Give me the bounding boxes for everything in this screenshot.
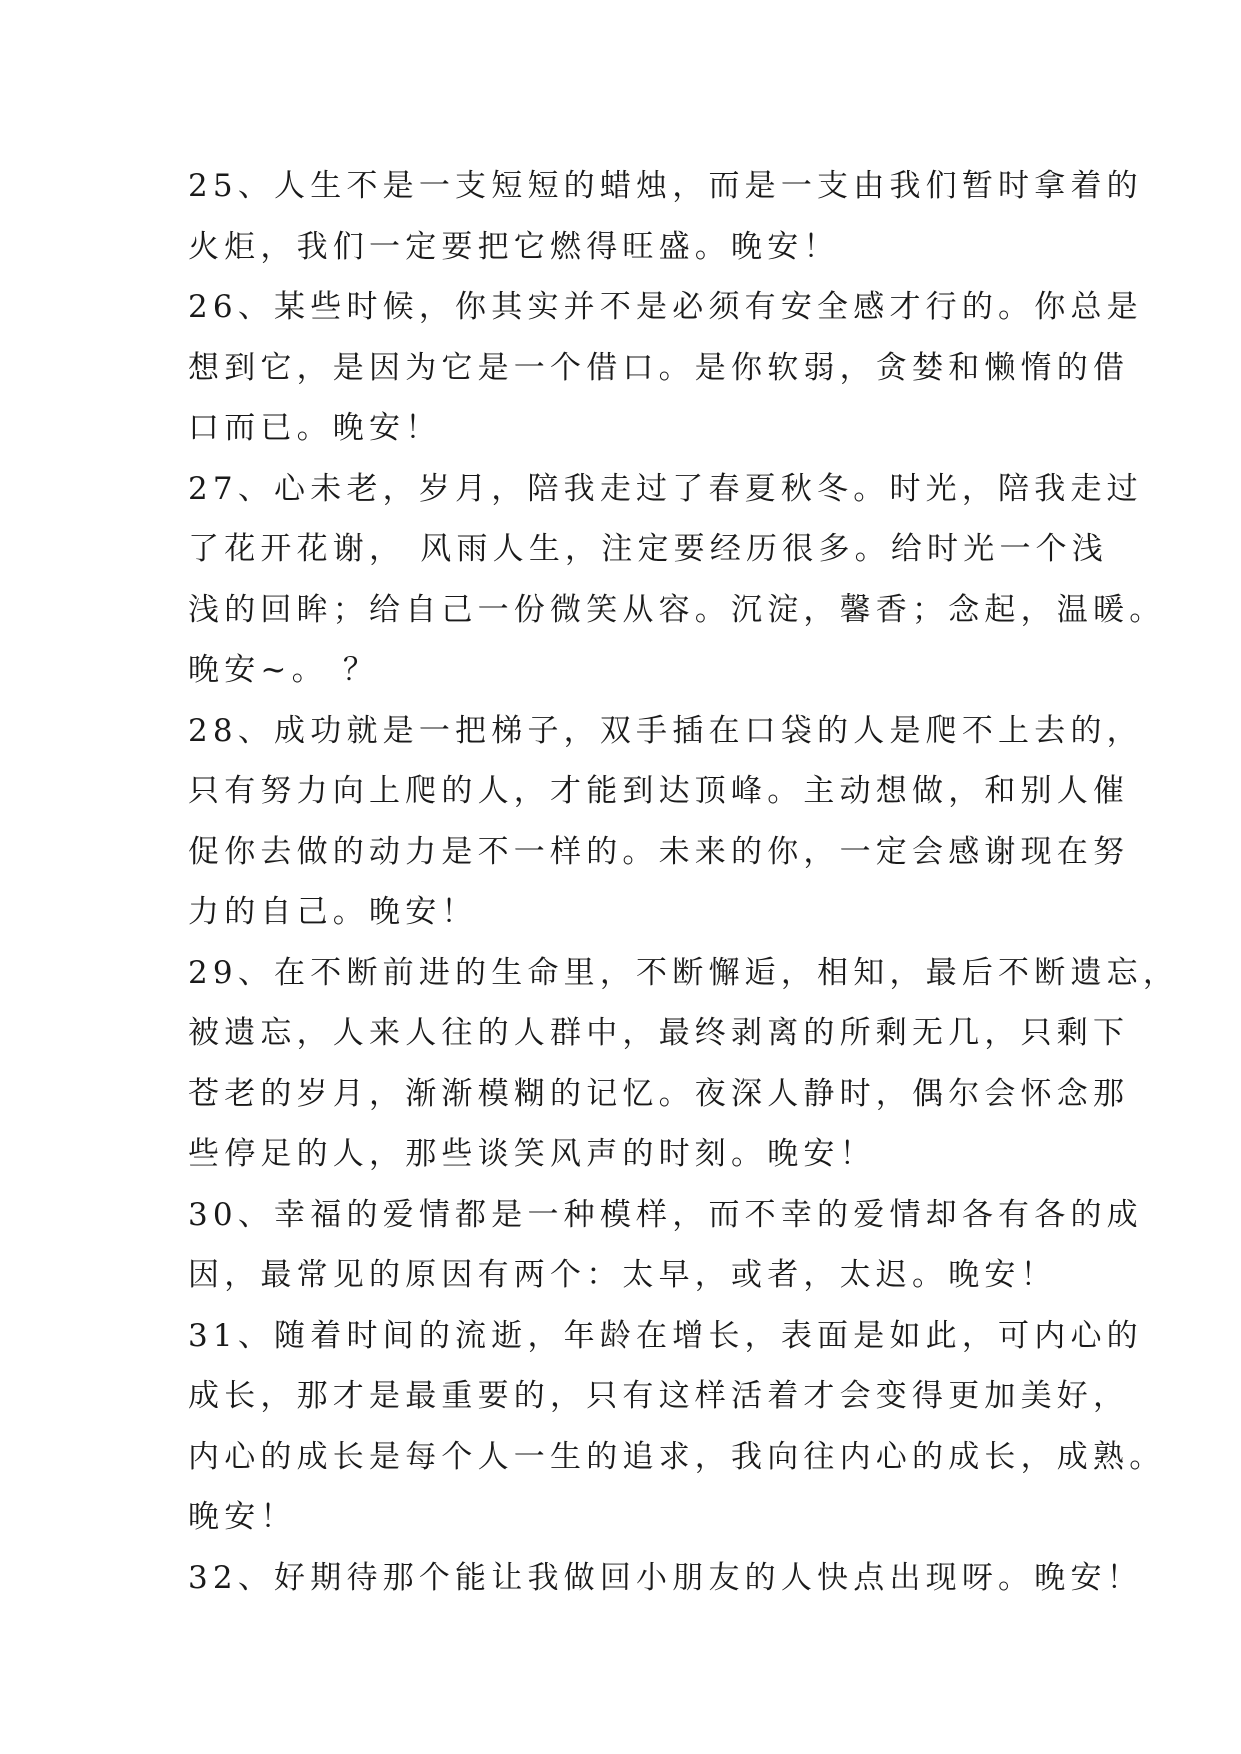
- text-line: 浅的回眸；给自己一份微笑从容。沉淀，馨香；念起，温暖。: [188, 591, 1166, 628]
- text-line: 被遗忘，人来人往的人群中，最终剥离的所剩无几，只剩下: [188, 1015, 1130, 1051]
- text-line: 晚安~。 ？: [188, 652, 380, 688]
- document-body: [188, 156, 1180, 1608]
- text-line: 口而已。晚安！: [188, 410, 442, 446]
- text-line: 内心的成长是每个人一生的追求，我向往内心的成长，成熟。: [188, 1438, 1166, 1475]
- text-line: 29、在不断前进的生命里，不断懈逅，相知，最后不断遗忘，: [188, 954, 1180, 991]
- text-line: 28、成功就是一把梯子，双手插在口袋的人是爬不上去的，: [188, 712, 1143, 749]
- text-line: 了花开花谢， 风雨人生，注定要经历很多。给时光一个浅: [188, 531, 1109, 567]
- text-line: 成长，那才是最重要的，只有这样活着才会变得更加美好，: [188, 1378, 1130, 1414]
- text-line: 25、人生不是一支短短的蜡烛，而是一支由我们暂时拿着的: [188, 168, 1143, 204]
- text-line: 些停足的人，那些谈笑风声的时刻。晚安！: [188, 1136, 876, 1172]
- text-line: 苍老的岁月，渐渐模糊的记忆。夜深人静时，偶尔会怀念那: [188, 1075, 1130, 1112]
- text-line: 32、好期待那个能让我做回小朋友的人快点出现呀。晚安！: [188, 1559, 1143, 1596]
- text-line: 因，最常见的原因有两个：太早，或者，太迟。晚安！: [188, 1257, 1057, 1293]
- text-line: 晚安！: [188, 1499, 297, 1535]
- text-line: 26、某些时候，你其实并不是必须有安全感才行的。你总是: [188, 289, 1143, 325]
- text-line: 27、心未老，岁月，陪我走过了春夏秋冬。时光，陪我走过: [188, 470, 1143, 507]
- text-line: 火炬，我们一定要把它燃得旺盛。晚安！: [188, 228, 840, 265]
- text-line: 促你去做的动力是不一样的。未来的你，一定会感谢现在努: [188, 833, 1130, 870]
- text-line: 力的自己。晚安！: [188, 894, 478, 930]
- text-line: 只有努力向上爬的人，才能到达顶峰。主动想做，和别人催: [188, 773, 1130, 809]
- text-line: 30、幸福的爱情都是一种模样，而不幸的爱情却各有各的成: [188, 1196, 1143, 1233]
- text-line: 31、随着时间的流逝，年龄在增长，表面是如此，可内心的: [188, 1317, 1143, 1354]
- text-line: 想到它，是因为它是一个借口。是你软弱，贪婪和懒惰的借: [188, 349, 1130, 386]
